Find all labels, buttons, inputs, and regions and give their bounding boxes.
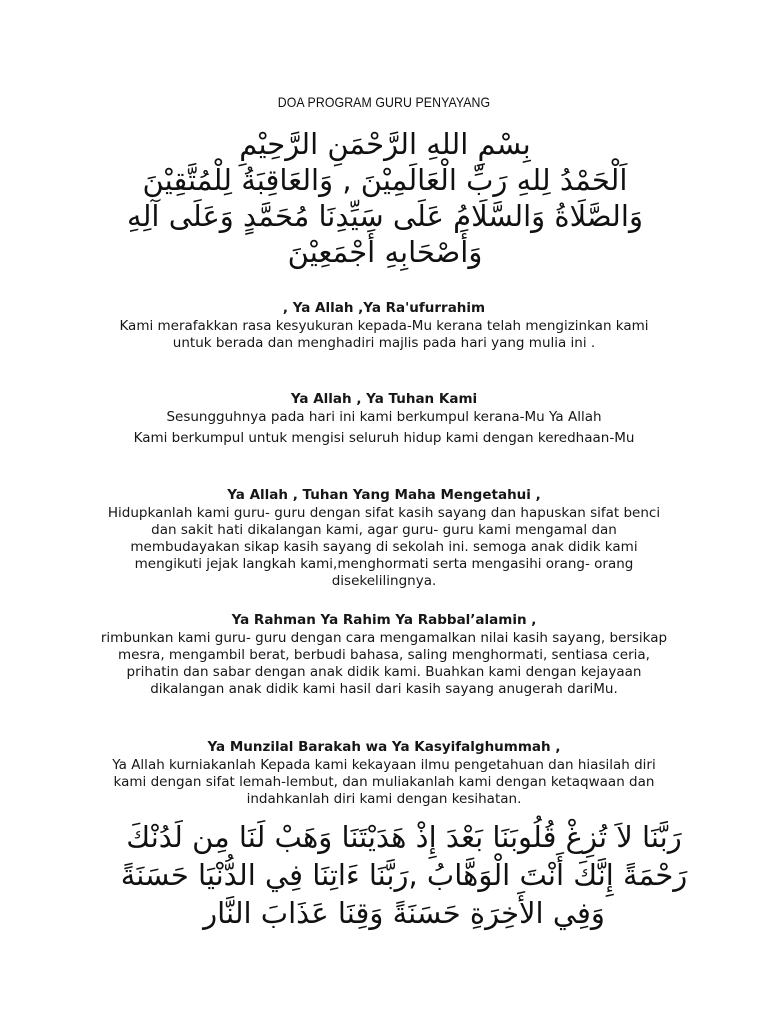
section-text: rimbunkan kami guru- guru dengan cara mengamalkan nilai kasih sayang, bersikap mesra, mengambil berat, berbudi bahasa, saling menghormati, sentiasa ceria, prihatin dan sabar dengan anak didik kami. Buahkan kami dengan kejayaan dikalangan anak didik kami hasil dari kasih sayang anugerah dariMu. bbox=[100, 630, 668, 697]
arabic-line: بِسْمِ اللهِ الرَّحْمَنِ الرَّحِيْمِ bbox=[239, 127, 531, 161]
document-title: DOA PROGRAM GURU PENYAYANG bbox=[277, 94, 491, 110]
section-text: Kami berkumpul untuk mengisi seluruh hidup kami dengan keredhaan-Mu bbox=[133, 430, 635, 446]
arabic-line: رَحْمَةً إِنَّكَ أَنْتَ الْوَهَّابُ ,رَبَّنَا ءَاتِنَا فِي الدُّنْيَا حَسَنَةً bbox=[120, 858, 688, 892]
section-text: Kami merafakkan rasa kesyukuran kepada-Mu kerana telah mengizinkan kami untuk berada dan menghadiri majlis pada hari yang mulia ini . bbox=[119, 318, 649, 351]
section-text: Hidupkanlah kami guru- guru dengan sifat kasih sayang dan hapuskan sifat benci dan sakit hati dikalangan kami, agar guru- guru kami mengamal dan membudayakan sikap kasih sayang di sekolah ini. semoga anak didik kami mengikuti jejak langkah kami,menghormati serta mengasihi orang- orang disekelilingnya. bbox=[107, 505, 661, 589]
section-heading: Ya Allah , Ya Tuhan Kami bbox=[290, 391, 478, 407]
arabic-line: وَالصَّلَاةُ وَالسَّلَامُ عَلَى سَيِّدِنَا مُحَمَّدٍ وَعَلَى آلِهِ bbox=[127, 199, 643, 233]
prayer-section-5 bbox=[100, 739, 668, 808]
arabic-line: وَأَصْحَابِهِ أَجْمَعِيْنَ bbox=[287, 235, 483, 269]
arabic-line: وَفِي الأَخِرَةِ حَسَنَةً وَقِنَا عَذَابَ النَّار bbox=[203, 896, 605, 930]
section-heading: , Ya Allah ,Ya Ra'ufurrahim bbox=[282, 300, 486, 316]
prayer-section-1 bbox=[100, 300, 668, 352]
arabic-line: اَلْحَمْدُ لِلهِ رَبِّ الْعَالَمِيْنَ , وَالعَاقِبَةُ لِلْمُتَّقِيْنَ bbox=[142, 163, 628, 197]
prayer-section-4 bbox=[100, 612, 668, 698]
arabic-opening-prayer bbox=[90, 126, 680, 270]
arabic-closing-prayer bbox=[108, 818, 700, 932]
section-heading: Ya Allah , Tuhan Yang Maha Mengetahui , bbox=[227, 487, 541, 503]
section-heading: Ya Munzilal Barakah wa Ya Kasyifalghummah , bbox=[207, 739, 561, 755]
prayer-section-2 bbox=[100, 391, 668, 447]
arabic-line: رَبَّنَا لاَ تُزِغْ قُلُوبَنَا بَعْدَ إِذْ هَدَيْتَنَا وَهَبْ لَنَا مِن لَدُنْكَ bbox=[126, 820, 682, 854]
prayer-section-3 bbox=[100, 487, 668, 590]
section-text: Sesungguhnya pada hari ini kami berkumpul kerana-Mu Ya Allah bbox=[166, 409, 602, 425]
section-heading: Ya Rahman Ya Rahim Ya Rabbal’alamin , bbox=[231, 612, 537, 628]
section-text: Ya Allah kurniakanlah Kepada kami kekayaan ilmu pengetahuan dan hiasilah diri kami dengan sifat lemah-lembut, dan muliakanlah kami dengan ketaqwaan dan indahkanlah diri kami dengan kesihatan. bbox=[112, 757, 656, 807]
